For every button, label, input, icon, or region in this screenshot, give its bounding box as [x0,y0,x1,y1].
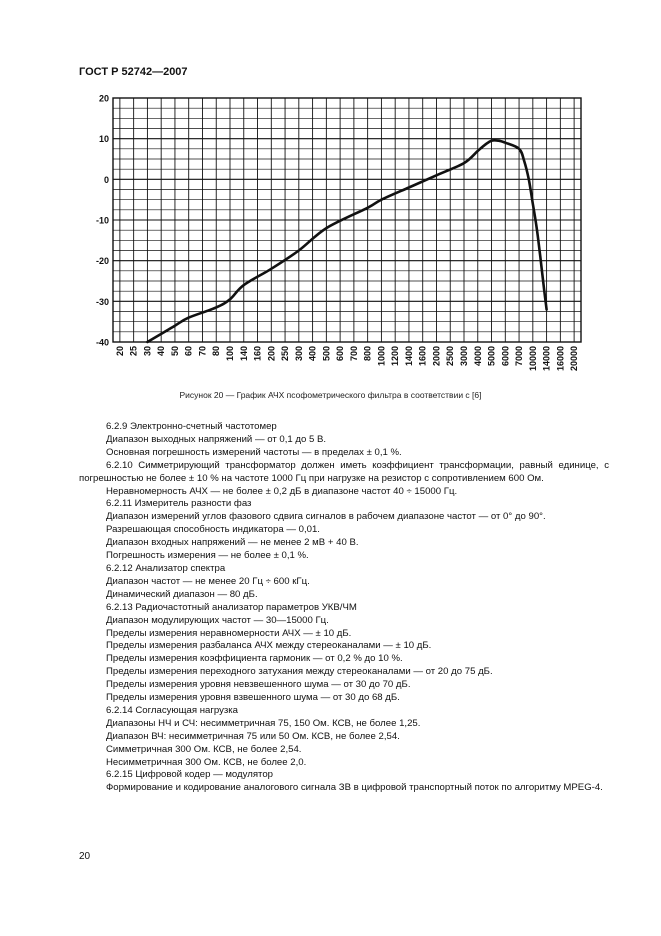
x-tick-label: 100 [225,346,235,362]
x-tick-label: 50 [169,346,180,357]
x-tick-label: 2000 [431,346,442,367]
paragraph: Диапазон модулирующих частот — 30—15000 Гц. [106,614,329,626]
paragraph: Пределы измерения уровня невзвешенного шума — от 30 до 70 дБ. [106,679,411,691]
x-tick-label: 700 [348,346,359,362]
frequency-response-chart [0,0,661,390]
paragraph: 6.2.9 Электронно-счетный частотомер [106,421,277,432]
x-tick-label: 10000 [527,346,538,372]
x-tick-label: 160 [252,346,263,362]
x-tick-label: 1600 [417,346,428,367]
paragraph: 6.2.15 Цифровой кодер — модулятор [106,769,273,781]
x-axis-ticks [115,346,579,371]
paragraph: Диапазон частот — не менее 20 Гц ÷ 600 кГц. [106,575,310,587]
x-tick-label: 80 [211,346,222,357]
paragraph: Пределы измерения переходного затухания между стереоканалами — от 20 до 75 дБ. [106,666,493,678]
paragraph: Формирование и кодирование аналогового сигнала ЗВ в цифровой транспортный поток по алгоритму MPEG-4. [106,782,603,794]
x-tick-label: 70 [197,346,208,357]
document-body [79,421,609,795]
x-tick-label: 6000 [500,346,511,367]
paragraph: 6.2.14 Согласующая нагрузка [106,704,239,716]
paragraph: Пределы измерения неравномерности АЧХ — ± 10 дБ. [106,627,352,639]
x-tick-label: 60 [183,346,194,357]
y-axis-ticks [96,94,109,348]
paragraph: Диапазон ВЧ: несимметричная 75 или 50 Ом. КСВ, не более 2,54. [106,730,400,742]
x-tick-label: 800 [362,346,373,362]
x-tick-label: 30 [142,346,153,357]
paragraph: 6.2.10 Симметрирующий трансформатор должен иметь коэффициент трансформации, равный единице, с погрешностью не более ± 10 % на частоте 1000 Гц при нагрузке на резистор с сопротивлением 600 Ом. [79,459,609,484]
x-tick-label: 400 [307,346,318,362]
paragraph: Неравномерность АЧХ — не более ± 0,2 дБ в диапазоне частот 40 ÷ 15000 Гц. [106,485,458,497]
paragraph: Пределы измерения разбаланса АЧХ между стереоканалами — ± 10 дБ. [106,640,432,652]
x-tick-label: 3000 [459,346,469,367]
x-tick-label: 1000 [376,346,387,367]
y-tick-label: 0 [103,174,109,185]
x-tick-label: 4000 [472,346,483,367]
x-tick-label: 7000 [514,346,525,367]
page-number: 20 [79,851,91,862]
x-tick-label: 1200 [390,346,401,367]
x-tick-label: 14000 [541,346,552,372]
paragraph: Несимметричная 300 Ом. КСВ, не более 2,0. [106,756,307,768]
paragraph: Пределы измерения коэффициента гармоник — от 0,2 % до 10 %. [106,653,403,665]
paragraph: Диапазоны НЧ и СЧ: несимметричная 75, 150 Ом. КСВ, не более 1,25. [106,717,421,729]
x-tick-label: 20 [114,346,125,357]
chart-grid [113,98,581,342]
x-tick-label: 300 [293,346,304,362]
paragraph: Основная погрешность измерений частоты — в пределах ± 0,1 %. [106,446,402,458]
paragraph: Погрешность измерения — не более ± 0,1 %. [106,550,309,562]
paragraph: Динамический диапазон — 80 дБ. [106,588,258,600]
y-tick-label: -30 [95,296,109,307]
x-tick-label: 500 [321,346,332,362]
y-tick-label: -20 [95,256,109,267]
paragraph: Пределы измерения уровня взвешенного шума — от 30 до 68 дБ. [106,692,400,704]
y-tick-label: 10 [98,134,109,145]
y-tick-label: -40 [95,337,109,348]
paragraph: 6.2.13 Радиочастотный анализатор параметров УКВ/ЧМ [106,601,357,613]
x-tick-label: 16000 [555,346,566,372]
y-tick-label: 20 [98,93,109,104]
paragraph: Симметричная 300 Ом. КСВ, не более 2,54. [106,743,302,755]
paragraph: Разрешающая способность индикатора — 0,01. [106,524,320,536]
paragraph: Диапазон выходных напряжений — от 0,1 до 5 В. [106,433,327,445]
x-tick-label: 250 [280,346,291,362]
x-tick-label: 1400 [403,346,414,367]
paragraph: 6.2.11 Измеритель разности фаз [106,498,252,510]
x-tick-label: 40 [156,346,167,357]
x-tick-label: 140 [238,346,249,362]
x-tick-label: 20000 [569,346,580,372]
x-tick-label: 25 [128,346,139,357]
paragraph: Диапазон измерений углов фазового сдвига сигналов в рабочем диапазоне частот — от 0° до 90°. [106,511,546,523]
paragraph: Диапазон входных напряжений — не менее 2 мВ + 40 В. [106,537,359,549]
x-tick-label: 600 [335,346,346,362]
y-tick-label: -10 [95,215,109,226]
paragraph: 6.2.12 Анализатор спектра [106,562,226,574]
x-tick-label: 2500 [445,346,456,367]
document-header: ГОСТ Р 52742—2007 [79,66,188,78]
figure-caption: Рисунок 20 — График АЧХ псофометрического фильтра в соответствии с [6] [179,390,482,400]
x-tick-label: 200 [266,346,277,362]
x-tick-label: 5000 [486,346,497,367]
